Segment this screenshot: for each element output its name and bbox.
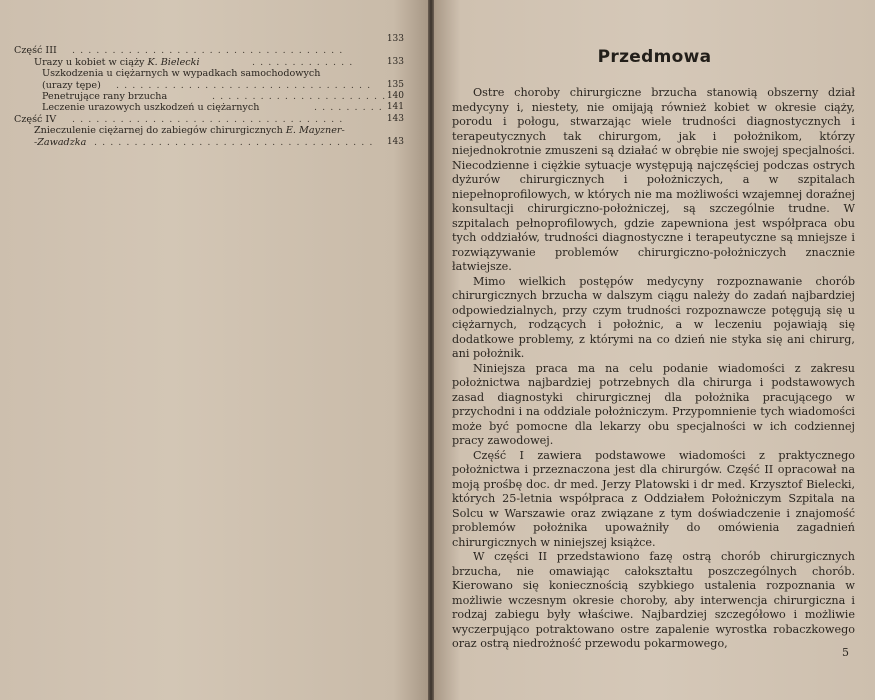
left-page <box>0 0 428 700</box>
toc-leader: . . . . . . . . . . . . . . . . . . . . . . . . . . . . . . . . <box>116 79 372 91</box>
toc-page-number: 143 <box>386 113 404 124</box>
table-of-contents <box>14 34 418 148</box>
toc-row <box>14 80 418 91</box>
toc-row <box>14 114 418 125</box>
toc-row <box>14 57 418 68</box>
toc-author: -Zawadzka <box>34 136 87 148</box>
paragraph: Mimo wielkich postępów medycyny rozpoznawanie chorób chirurgicznych brzucha w dalszym ciągu należy do zadań najbardziej odpowiedzialnych, przy czym trudności rozpoznawcze potęgują się u ciężarnych, rodzących i położnic, a w leczeniu pojawiają się dodatkowe problemy, z którymi na co dzień nie styka się ani chirurg, ani położnik. <box>452 274 855 360</box>
toc-entry: Uszkodzenia u ciężarnych w wypadkach samochodowych <box>42 68 321 80</box>
paragraph: Niniejsza praca ma na celu podanie wiadomości z zakresu położnictwa najbardziej potrzebnych dla chirurga i podstawowych zasad diagnostyki chirurgicznej dla położnika pracującego w przychodni i na oddziale położniczym. Przypomnienie tych wiadomości może być pomocne dla lekarzy obu specjalności w ich codziennej pracy zawodowej. <box>452 361 855 447</box>
paragraph: Ostre choroby chirurgiczne brzucha stanowią obszerny dział medycyny i, niestety, nie omijają również kobiet w okresie ciąży, porodu i połogu, stwarzając wiele trudności diagnostycznych i terapeutycznych tak chirurgom, jak i położnikom, którzy niejednokrotnie zmuszeni są działać w obrębie nie swojej specjalności. Niecodzienne i ciężkie sytuacje występują najczęściej podczas ostrych dyżurów chirurgicznych i położniczych, a w szpitalach niepełnoprofilowych, w których nie ma możliwości wzajemnej doraźnej konsultacji chirurgiczno-położniczej, są szczególnie trudne. W szpitalach pełnoprofilowych, gdzie zapewniona jest współpraca obu tych oddziałów, trudności diagnostyczne i terapeutyczne są mniejsze i rozwiązywanie problemów chirurgiczno-położniczych znacznie łatwiejsze. <box>452 86 855 273</box>
toc-row <box>14 34 418 45</box>
toc-author: K. Bielecki <box>147 56 200 68</box>
toc-entry: Leczenie urazowych uszkodzeń u ciężarnych <box>42 102 260 114</box>
toc-entry: (urazy tępe) <box>42 79 101 91</box>
toc-part-title: Część III <box>14 45 57 57</box>
toc-row <box>14 91 418 102</box>
toc-row <box>14 102 418 113</box>
toc-page-number: 141 <box>386 102 404 113</box>
page-title: Przedmowa <box>597 47 712 67</box>
toc-page-number: 143 <box>386 136 404 147</box>
toc-leader: . . . . . . . . . . . . . . . . . . . . . . . . . . . . . . . . . . <box>72 113 344 125</box>
toc-leader: . . . . . . . . . . . . . . . . . . . . . . . . . . . . . . . . . . <box>72 45 344 57</box>
toc-entry: Znieczulenie ciężarnej do zabiegów chirurgicznych E. Mayzner- <box>34 125 345 137</box>
toc-leader: . . . . . . . . . . . . . . . . . . . . . . <box>212 90 387 102</box>
toc-part-title: Część IV <box>14 113 57 125</box>
toc-entry: Penetrujące rany brzucha <box>42 90 168 102</box>
toc-page-number: 133 <box>386 56 404 67</box>
toc-row <box>14 137 418 148</box>
paragraph: Część I zawiera podstawowe wiadomości z praktycznego położnictwa i przeznaczona jest dla chirurgów. Część II opracował na moją prośbę doc. dr med. Jerzy Platowski i dr med. Krzysztof Bielecki, których 25-letnia współpraca z Oddziałem Położniczym Szpitala na Solcu w Warszawie oraz związane z tym doświadczenie i znajomość problemów położnika upoważniły do omówienia zagadnień chirurgicznych w niniejszej książce. <box>452 448 855 549</box>
toc-page-number: 133 <box>386 34 404 44</box>
toc-page-number: 140 <box>386 90 404 101</box>
toc-row <box>14 45 418 56</box>
preface-text <box>452 86 855 652</box>
toc-row <box>14 125 418 136</box>
toc-page-number: 135 <box>386 79 404 90</box>
toc-row <box>14 68 418 79</box>
toc-leader: . . . . . . . . . . . . . . . . . . . . . . . . . . . . . . . . . . . <box>94 136 374 148</box>
toc-entry: Urazy u kobiet w ciąży K. Bielecki <box>34 56 200 68</box>
toc-leader: . . . . . . . . . <box>314 102 383 114</box>
toc-author: E. Mayzner- <box>285 125 345 137</box>
paragraph: W części II przedstawiono fazę ostrą chorób chirurgicznych brzucha, nie omawiając całokształtu poszczególnych chorób. Kierowano się koniecznością szybkiego ustalenia rozpoznania w możliwie wczesnym okresie choroby, aby interwencja chirurgiczna i rodzaj zabiegu były właściwe. Najbardziej szczegółowo i możliwie wyczerpująco potraktowano ostre zapalenie wyrostka robaczkowego oraz ostrą niedrożność przewodu pokarmowego, <box>452 550 855 650</box>
page-number: 5 <box>842 646 849 659</box>
toc-leader: . . . . . . . . . . . . . <box>252 56 354 68</box>
right-page <box>434 0 875 700</box>
